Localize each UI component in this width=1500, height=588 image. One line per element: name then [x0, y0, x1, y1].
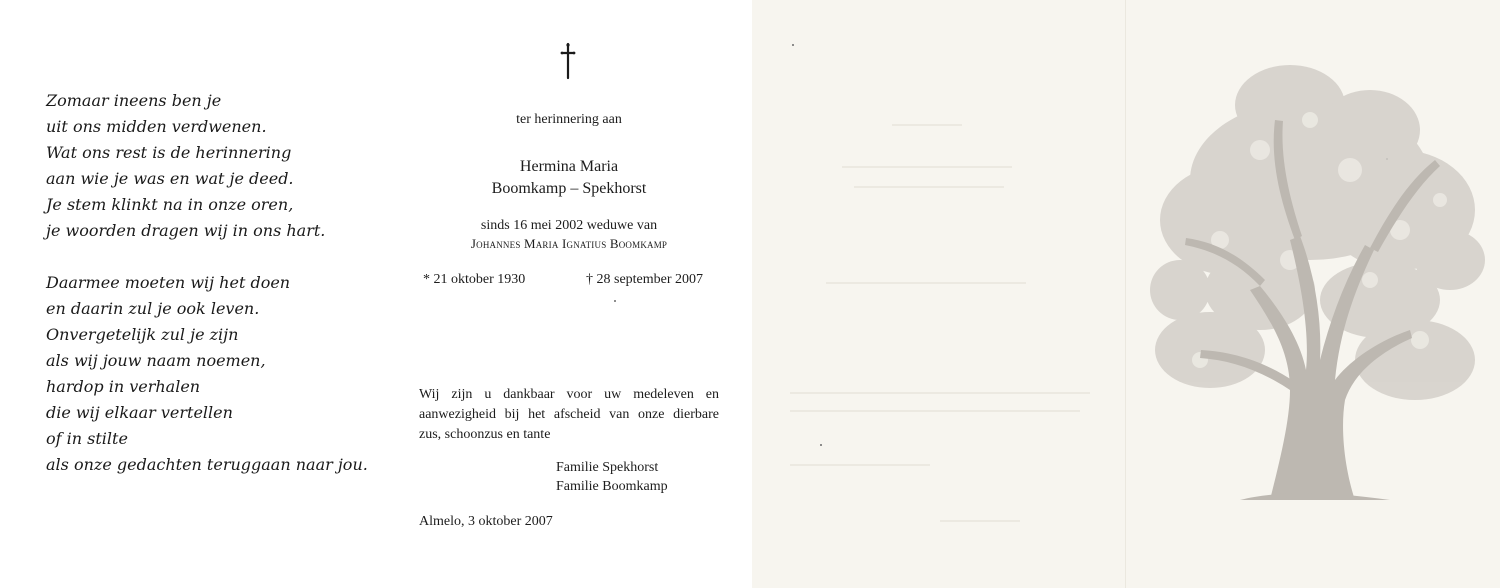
speck — [820, 444, 822, 446]
show-through-mark — [790, 464, 930, 466]
family-spekhorst: Familie Spekhorst — [556, 460, 659, 475]
place-date: Almelo, 3 oktober 2007 — [419, 514, 553, 529]
poem-line: uit ons midden verdwenen. — [46, 117, 267, 136]
poem-line: Je stem klinkt na in onze oren, — [46, 195, 294, 214]
birth-date: * 21 oktober 1930 — [423, 272, 526, 287]
poem-line: je woorden dragen wij in ons hart. — [46, 221, 326, 240]
show-through-mark — [842, 166, 1012, 168]
show-through-mark — [790, 392, 1090, 394]
tree-illustration — [1140, 60, 1490, 510]
thanks-line: aanwezigheid bij het afscheid van onze dierbare — [419, 407, 719, 422]
husband-name: Johannes Maria Ignatius Boomkamp — [470, 236, 668, 251]
death-date: † 28 september 2007 — [586, 272, 704, 287]
family-boomkamp: Familie Boomkamp — [556, 479, 668, 494]
poem-line: hardop in verhalen — [46, 377, 201, 396]
show-through-mark — [940, 520, 1020, 522]
deceased-name: Hermina Maria — [519, 158, 619, 175]
poem-line: Daarmee moeten wij het doen — [46, 273, 291, 292]
signature — [556, 458, 668, 496]
thanks-text — [419, 385, 719, 445]
poem-line: Zomaar ineens ben je — [46, 91, 222, 110]
poem-line: als wij jouw naam noemen, — [46, 351, 266, 370]
show-through-mark — [790, 410, 1080, 412]
widow-line: sinds 16 mei 2002 weduwe van — [480, 218, 658, 233]
stanza-break — [46, 244, 376, 270]
poem-line: die wij elkaar vertellen — [46, 403, 233, 422]
poem-line: of in stilte — [46, 429, 128, 448]
deceased-surname: Boomkamp – Spekhorst — [491, 180, 647, 197]
speck — [614, 300, 616, 302]
memorial-intro: ter herinnering aan — [516, 112, 622, 127]
poem-line: Wat ons rest is de herinnering — [46, 143, 292, 162]
speck — [792, 44, 794, 46]
poem — [46, 88, 376, 478]
show-through-mark — [892, 124, 962, 126]
thanks-line: Wij zijn u dankbaar voor uw medeleven en — [419, 387, 719, 402]
cross-icon — [558, 42, 578, 85]
poem-line: aan wie je was en wat je deed. — [46, 169, 294, 188]
show-through-mark — [826, 282, 1026, 284]
fold-line — [1125, 0, 1126, 588]
thanks-line: zus, schoonzus en tante — [419, 427, 551, 442]
poem-line: als onze gedachten teruggaan naar jou. — [46, 455, 368, 474]
poem-line: Onvergetelijk zul je zijn — [46, 325, 239, 344]
poem-line: en daarin zul je ook leven. — [46, 299, 260, 318]
show-through-mark — [854, 186, 1004, 188]
